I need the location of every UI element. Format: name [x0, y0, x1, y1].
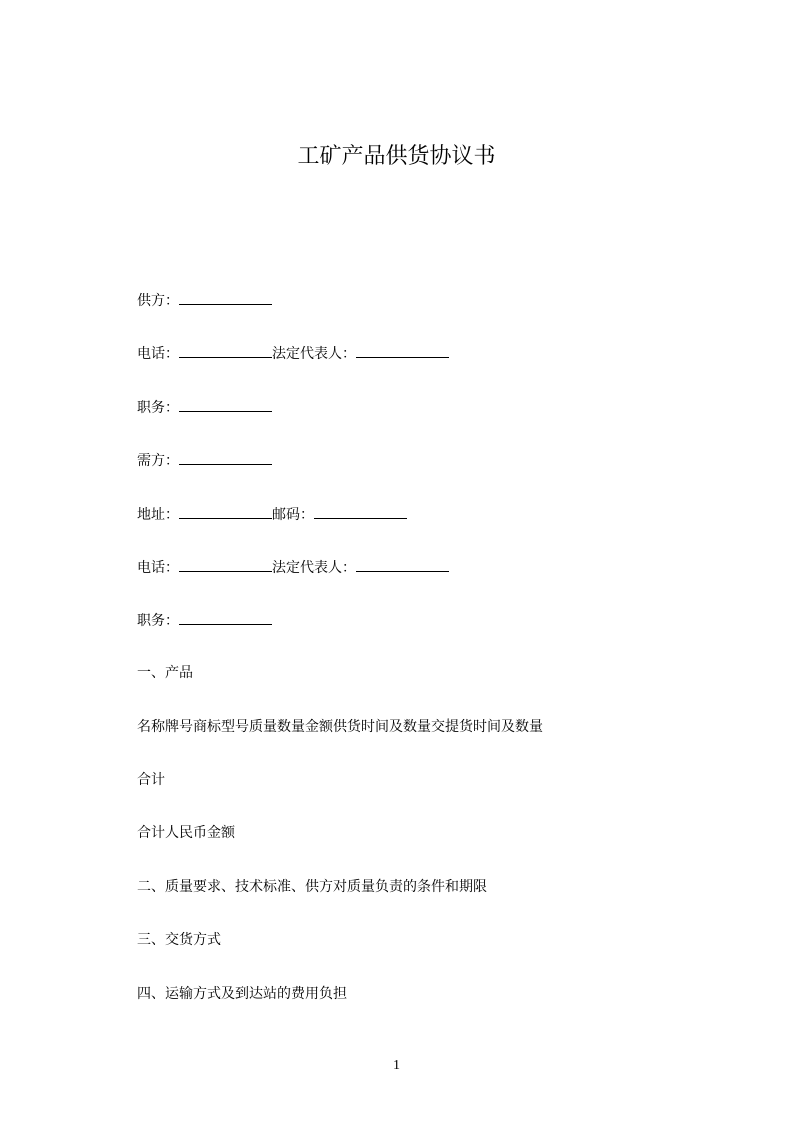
product-table-header: 名称牌号商标型号质量数量金额供货时间及数量交提货时间及数量 [137, 719, 543, 735]
document-title: 工矿产品供货协议书 [297, 144, 496, 169]
buyer-label: 需方： [137, 453, 179, 469]
supplier-position-label: 职务： [137, 400, 179, 416]
supplier-phone-label: 电话： [137, 346, 179, 362]
buyer-position-line [137, 610, 272, 631]
supplier-phone-line [137, 343, 449, 364]
supplier-position-line [137, 397, 272, 418]
supplier-legal-rep-label: 法定代表人： [272, 346, 356, 362]
total-line: 合计 [137, 772, 165, 788]
section2-heading: 二、质量要求、技术标准、供方对质量负责的条件和期限 [137, 879, 487, 895]
page-number: 1 [393, 1058, 400, 1073]
buyer-address-line [137, 504, 407, 525]
supplier-blank [179, 290, 272, 305]
buyer-phone-label: 电话： [137, 560, 179, 576]
buyer-address-label: 地址： [137, 507, 179, 523]
section1-heading: 一、产品 [137, 665, 193, 681]
buyer-position-blank [179, 610, 272, 625]
buyer-postcode-blank [314, 504, 407, 519]
buyer-legal-rep-label: 法定代表人： [272, 560, 356, 576]
section4-heading: 四、运输方式及到达站的费用负担 [137, 986, 347, 1002]
total-rmb-line: 合计人民币金额 [137, 825, 235, 841]
buyer-phone-line [137, 557, 449, 578]
section3-heading: 三、交货方式 [137, 932, 221, 948]
buyer-position-label: 职务： [137, 613, 179, 629]
buyer-legal-rep-blank [356, 557, 449, 572]
supplier-phone-blank [179, 343, 272, 358]
buyer-line [137, 450, 272, 471]
supplier-position-blank [179, 397, 272, 412]
buyer-phone-blank [179, 557, 272, 572]
buyer-address-blank [179, 504, 272, 519]
buyer-blank [179, 450, 272, 465]
supplier-line [137, 290, 272, 311]
buyer-postcode-label: 邮码： [272, 507, 314, 523]
supplier-legal-rep-blank [356, 343, 449, 358]
supplier-label: 供方： [137, 293, 179, 309]
